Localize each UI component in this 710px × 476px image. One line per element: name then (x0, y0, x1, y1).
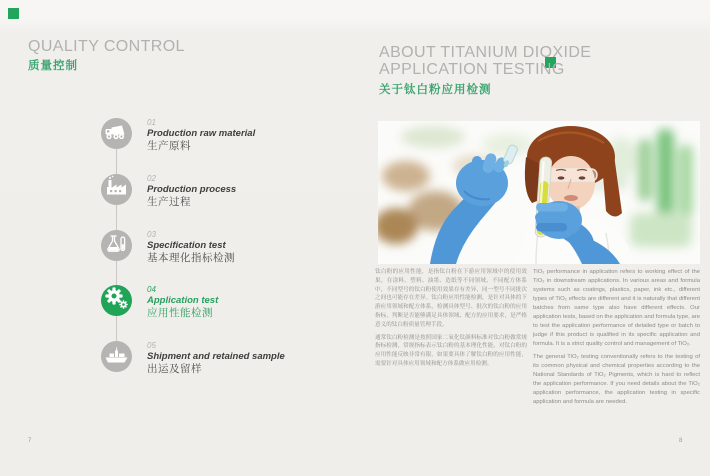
step-label-zh: 生产原料 (147, 140, 191, 152)
step-circle (101, 230, 132, 261)
step-label-en: Production process (147, 184, 237, 195)
gears-icon (101, 283, 132, 319)
qc-step-application-test (101, 285, 341, 319)
page-number-right: 8 (679, 438, 683, 444)
page-number-left: 7 (28, 438, 32, 444)
step-label-en: Specification test (147, 240, 226, 251)
ship-icon (101, 339, 132, 375)
step-label-en: Shipment and retained sample (147, 351, 285, 362)
right-page-title-line1: ABOUT TITANIUM DIOXIDE (379, 44, 592, 61)
qc-step-production-raw-material (101, 118, 341, 152)
step-number: 02 (147, 174, 156, 183)
corner-accent-square-left (8, 8, 19, 19)
en-paragraph-2: The general TiO₂ testing conventionally refers to the testing of its common physical and chemical properties according to the National Standards of TiO₂ Pigments, which is hard to reflect the application performance. If you need details about the TiO₂ application performance, the application testing in specific application and formula are needed. (533, 354, 700, 405)
right-page-title-line2: APPLICATION TESTING (379, 61, 565, 78)
step-label-zh: 出运及留样 (147, 363, 202, 375)
step-circle (101, 174, 132, 205)
step-number: 04 (147, 285, 156, 294)
flask-icon (101, 228, 132, 264)
qc-step-specification-test (101, 230, 341, 264)
zh-paragraph-1: 钛白粉的应用性能，是指钛白粉在下游应用领域中的使用效果，在涂料、塑料、油墨、造纸等不同领域、不同配方体系中，不同型号的钛白粉使用效果存有差异，同一型号不同批次之间也可能存在差异。钛白粉应用性能检测，是针对具体的下游应用领域和配方体系，检测具体型号、批次的钛白粉的应用指标，判断是否能够满足具体领域、配方的应用要求，是严格意义的钛白粉质量管理手段。 (375, 269, 527, 328)
step-label-zh: 生产过程 (147, 196, 191, 208)
body-text-english (533, 268, 700, 411)
truck-icon (101, 116, 132, 152)
en-paragraph-1: TiO₂ performance in application refers to working effect of the TiO₂ in downstream applications. In various areas and formula systems such as coatings, plastics, paper, ink etc., different types of TiO₂ effects are different and it is naturally that different batches from same type also have different effects. Our application tests, based on the application and formula type, are to test the application performance of detailed type or batch to judge if this product is qualified in its specific application and formula. It is a strict quality control and management of TiO₂. (533, 269, 700, 347)
factory-icon (101, 172, 132, 208)
qc-step-production-process (101, 174, 341, 208)
step-number: 01 (147, 118, 156, 127)
step-circle (101, 118, 132, 149)
zh-paragraph-2: 通常钛白粉检测是按照国家二氧化钛颜料标准对钛白粉做常规指标检测，常规指标表示钛白粉的基本理化性能，对钛白粉的应用性能反映非常有限，如果要具体了解钛白粉的应用性能，需要针对具体应用领域和配方体系做应用检测。 (375, 334, 527, 367)
step-number: 03 (147, 230, 156, 239)
left-page-subtitle-zh: 质量控制 (28, 60, 78, 72)
qc-step-shipment-retained-sample (101, 341, 341, 375)
step-label-zh: 基本理化指标检测 (147, 252, 235, 264)
step-label-en: Production raw material (147, 128, 256, 139)
step-circle (101, 285, 132, 316)
step-label-zh: 应用性能检测 (147, 307, 213, 319)
step-circle (101, 341, 132, 372)
right-page-subtitle-zh: 关于钛白粉应用检测 (379, 84, 492, 96)
left-page-title: QUALITY CONTROL (28, 38, 185, 55)
step-label-en: Application test (147, 295, 219, 306)
lab-photo (378, 121, 700, 264)
step-number: 05 (147, 341, 156, 350)
body-text-chinese (375, 268, 527, 373)
